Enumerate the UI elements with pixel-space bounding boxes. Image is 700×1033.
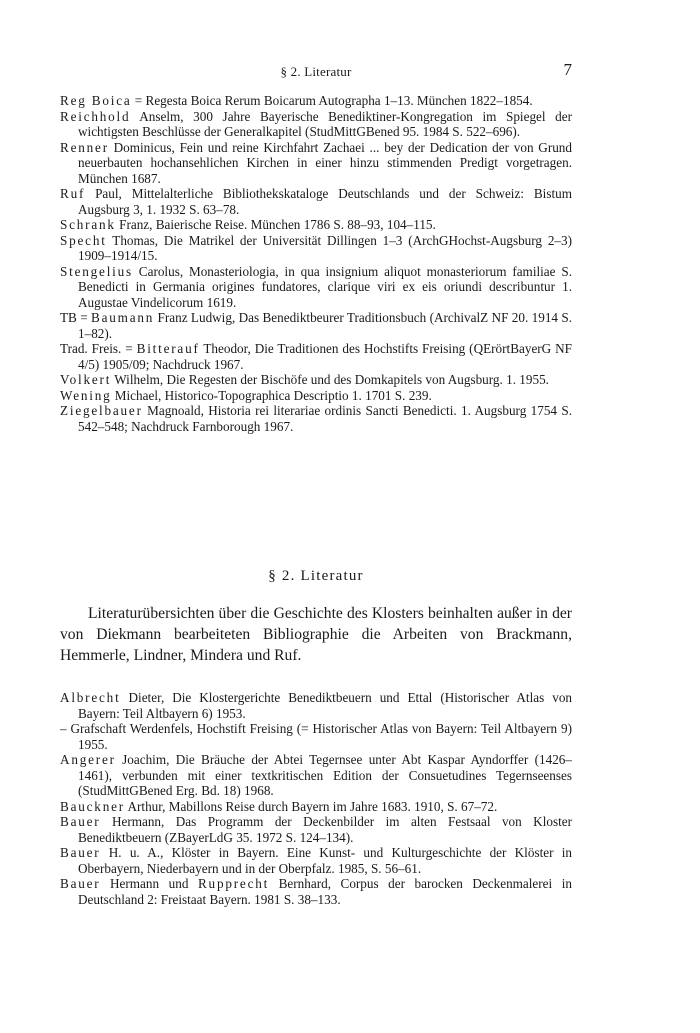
section-heading: § 2. Literatur xyxy=(268,568,364,584)
entry-author: Baumann xyxy=(91,310,155,325)
bib-entry xyxy=(60,752,572,799)
bib-entry xyxy=(60,233,572,264)
bib-entry xyxy=(60,845,572,876)
bib-entry xyxy=(60,690,572,721)
entry-author: Angerer xyxy=(60,752,116,767)
entry-text: Anselm, 300 Jahre Bayerische Benediktiner-Kongregation im Spiegel der wichtigsten Beschlüsse der Generalkapitel (StudMittGBened 95. 1984 S. 522–696). xyxy=(78,108,572,139)
bib-entry xyxy=(60,799,572,815)
entry-text: Joachim, Die Bräuche der Abtei Tegernsee unter Abt Kaspar Ayndorffer (1426–1461), verbunden mit einer textkritischen Edition der Consuetudines Tegernseenses (StudMittGBened Erg. Bd. 18) 1968. xyxy=(78,752,572,798)
entry-prefix: TB = xyxy=(60,310,92,325)
entry-text: Arthur, Mabillons Reise durch Bayern im Jahre 1683. 1910, S. 67–72. xyxy=(124,798,498,814)
bib-entry xyxy=(60,341,572,372)
entry-text: Grafschaft Werdenfels, Hochstift Freising (= Historischer Atlas von Bayern: Teil Altbayern 9) 1955. xyxy=(70,721,572,752)
bibliography-list-continued xyxy=(60,93,572,434)
entry-author: Rupprecht xyxy=(197,876,270,891)
entry-author: Bauer xyxy=(60,876,101,891)
entry-author: Bitterauf xyxy=(136,341,200,356)
entry-text: Thomas, Die Matrikel der Universität Dillingen 1–3 (ArchGHochst-Augsburg 2–3) 1909–1914/15. xyxy=(78,232,572,263)
page-number: 7 xyxy=(563,60,572,79)
running-title: § 2. Literatur xyxy=(280,64,352,79)
entry-prefix: – xyxy=(60,721,71,736)
bib-entry xyxy=(60,140,572,187)
entry-text: Hermann, Das Programm der Deckenbilder im alten Festsaal von Kloster Benediktbeuern (ZBayerLdG 35. 1972 S. 124–134). xyxy=(78,814,572,845)
entry-text: Franz Ludwig, Das Benediktbeurer Traditionsbuch (ArchivalZ NF 20. 1914 S. 1–82). xyxy=(78,310,572,341)
entry-text: Magnoald, Historia rei literariae ordinis Sancti Benedicti. 1. Augsburg 1754 S. 542–548; Nachdruck Farnborough 1967. xyxy=(78,403,572,434)
entry-author: Stengelius xyxy=(60,263,133,279)
entry-author: Ruf xyxy=(60,186,86,201)
bib-entry xyxy=(60,814,572,845)
entry-author: Schrank xyxy=(60,217,116,232)
entry-text: Carolus, Monasteriologia, in qua insignium aliquot monasteriorum familiae S. Benedicti in Germania origines fundatores, clarique viri ex eis oriundi describuntur 1. Augustae Vindelicorum 1619. xyxy=(78,263,572,310)
entry-text: Hermann und xyxy=(100,876,198,891)
bib-entry xyxy=(60,721,572,752)
entry-author: Bauer xyxy=(60,845,101,860)
entry-author: Reg Boica xyxy=(60,93,132,108)
bib-entry xyxy=(60,372,572,388)
bib-entry xyxy=(60,109,572,140)
bibliography-list xyxy=(60,690,572,907)
bib-entry xyxy=(60,217,572,233)
bib-entry xyxy=(60,264,572,311)
bib-entry xyxy=(60,388,572,404)
entry-text: Bernhard, Corpus der barocken Deckenmalerei in Deutschland 2: Freistaat Bayern. 1981 S. 38–133. xyxy=(78,876,572,907)
entry-prefix: Trad. Freis. = xyxy=(60,341,137,356)
entry-author: Volkert xyxy=(60,372,112,387)
entry-author: Renner xyxy=(60,139,109,155)
entry-author: Specht xyxy=(60,232,107,248)
entry-text: Michael, Historico-Topographica Descriptio 1. 1701 S. 239. xyxy=(111,387,432,403)
entry-text: Wilhelm, Die Regesten der Bischöfe und des Domkapitels von Augsburg. 1. 1955. xyxy=(111,372,549,387)
bib-entry xyxy=(60,93,572,109)
entry-text: Dominicus, Fein und reine Kirchfahrt Zachaei ... bey der Dedication der von Grund neuerbauten hochansehlichen Kirchen in einer hinzu stimmenden Predigt vorgetragen. München 1687. xyxy=(78,139,572,186)
entry-text: H. u. A., Klöster in Bayern. Eine Kunst- und Kulturgeschichte der Klöster in Oberbayern, Niederbayern und in der Oberpfalz. 1985, S. 56–61. xyxy=(78,845,572,876)
section-intro-paragraph: Literaturübersichten über die Geschichte des Klosters beinhalten außer in der von Diekmann bearbeiteten Bibliographie die Arbeiten von Brackmann, Hemmerle, Lindner, Mindera und Ruf. xyxy=(60,605,572,664)
entry-author: Ziegelbauer xyxy=(60,403,143,418)
entry-text: Theodor, Die Traditionen des Hochstifts Freising (QErörtBayerG NF 4/5) 1905/09; Nachdruck 1967. xyxy=(78,341,572,372)
bib-entry xyxy=(60,876,572,907)
bib-entry xyxy=(60,403,572,434)
entry-author: Albrecht xyxy=(60,690,121,705)
bib-entry xyxy=(60,310,572,341)
entry-text: Paul, Mittelalterliche Bibliothekskataloge Deutschlands und der Schweiz: Bistum Augsburg 3, 1. 1932 S. 63–78. xyxy=(78,186,572,217)
entry-author: Bauckner xyxy=(60,798,125,814)
entry-author: Bauer xyxy=(60,814,101,829)
entry-text: = Regesta Boica Rerum Boicarum Autographa 1–13. München 1822–1854. xyxy=(131,93,533,108)
entry-author: Wening xyxy=(60,387,112,403)
entry-text: Dieter, Die Klostergerichte Benediktbeuern und Ettal (Historischer Atlas von Bayern: Teil Altbayern 6) 1953. xyxy=(78,690,572,721)
entry-author: Reichhold xyxy=(60,108,131,124)
running-head xyxy=(60,62,572,82)
bib-entry xyxy=(60,186,572,217)
entry-text: Franz, Baierische Reise. München 1786 S. 88–93, 104–115. xyxy=(115,217,436,232)
